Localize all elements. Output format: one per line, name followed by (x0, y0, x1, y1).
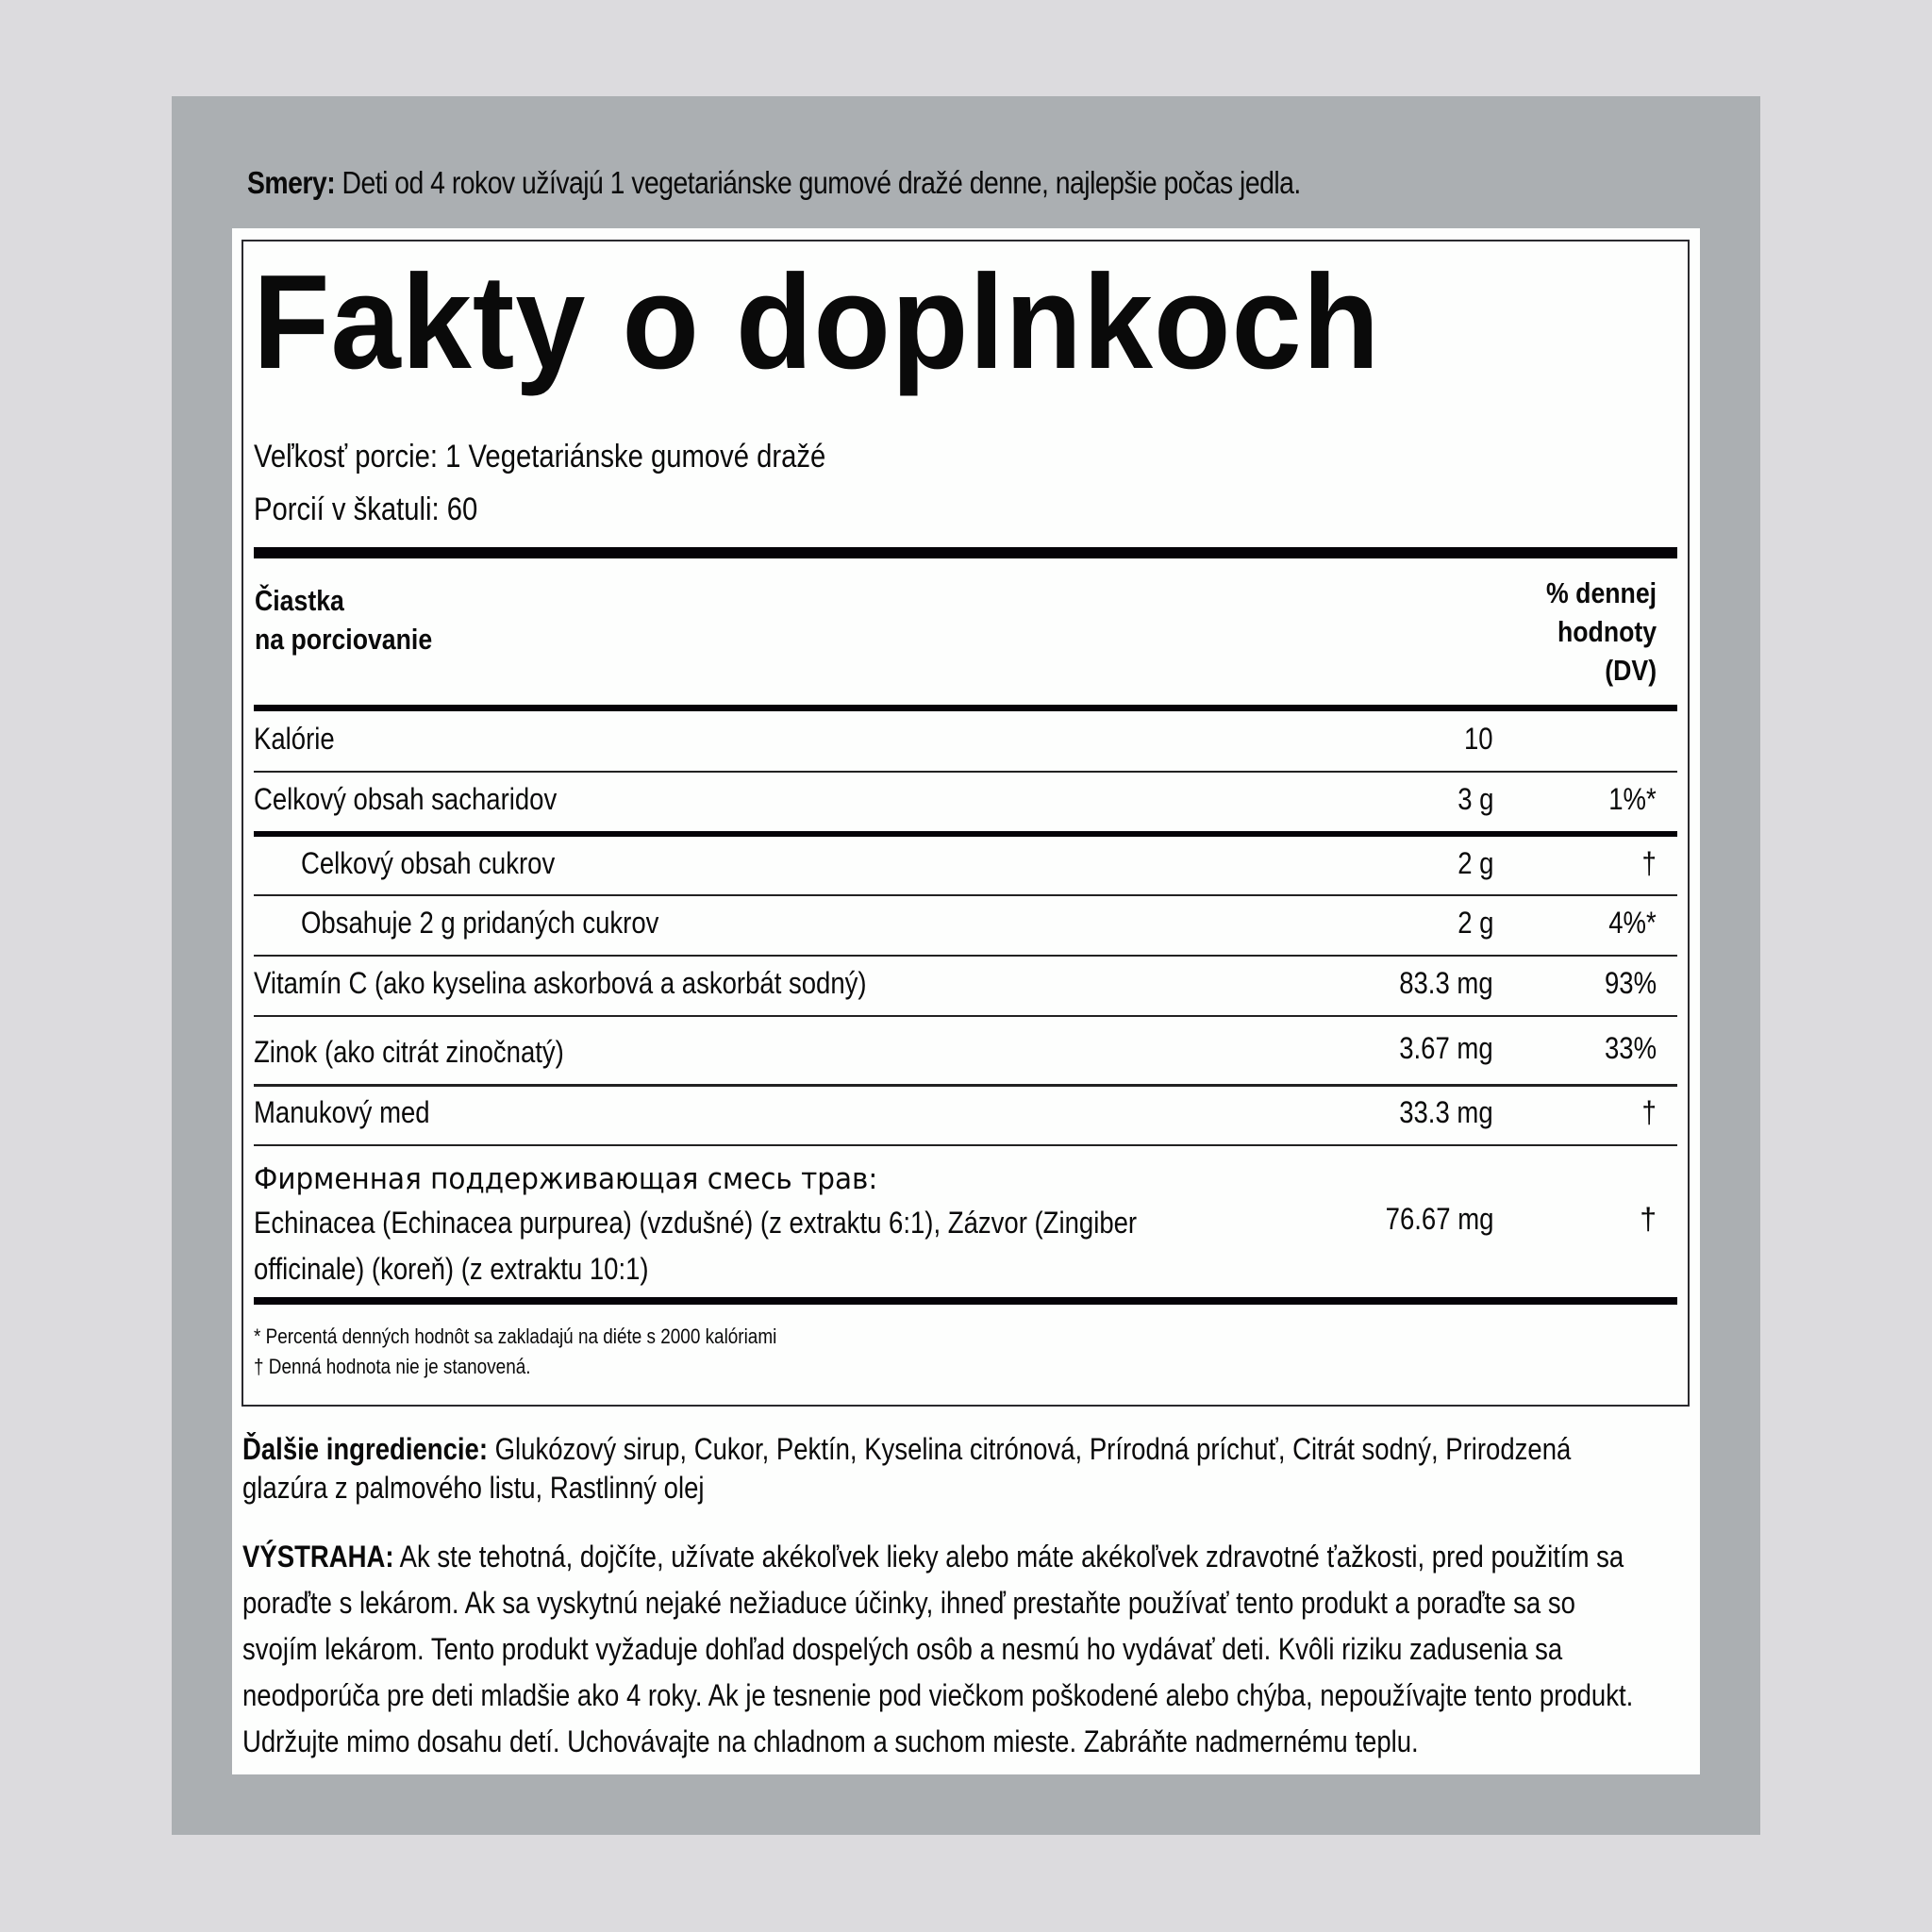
serving-size: Veľkosť porcie: 1 Vegetariánske gumové dražé (254, 439, 826, 475)
nutrient-label: Vitamín C (ako kyselina askorbová a askorbát sodný) (254, 966, 867, 1000)
nutrient-row (254, 780, 1677, 818)
warning-line-4: neodporúča pre deti mladšie ako 4 roky. Ak je tesnenie pod viečkom poškodené alebo chýba, nepoužívajte tento produkt. (242, 1678, 1634, 1712)
nutrient-dv: 1%* (1608, 782, 1657, 816)
nutrient-dv: † (1641, 846, 1657, 880)
nutrient-label: Obsahuje 2 g pridaných cukrov (301, 906, 659, 940)
nutrient-amount: 2 g (1457, 846, 1493, 880)
medium-divider (254, 831, 1677, 837)
other-ingredients-line-1: Glukózový sirup, Cukor, Pektín, Kyselina citrónová, Prírodná príchuť, Citrát sodný, Prirodzená (488, 1432, 1572, 1466)
nutrient-row (254, 964, 1677, 1002)
nutrient-row (254, 1029, 1677, 1067)
warning (242, 1534, 1703, 1765)
header-amount-line1: Čiastka (255, 584, 344, 617)
thin-divider (254, 1084, 1677, 1087)
supplement-facts-title: Fakty o doplnkoch (253, 247, 1381, 397)
other-ingredients (242, 1430, 1703, 1507)
nutrient-amount: 10 (1464, 722, 1493, 756)
nutrient-label: Zinok (ako citrát zinočnatý) (254, 1035, 564, 1069)
warning-line-2: poraďte s lekárom. Ak sa vyskytnú nejaké nežiaduce účinky, ihneď prestaňte používať tento produkt a poraďte sa so (242, 1586, 1575, 1620)
blend-dv: † (1640, 1202, 1657, 1236)
servings-per-container: Porcií v škatuli: 60 (254, 491, 478, 527)
nutrient-amount: 2 g (1457, 906, 1493, 940)
directions-text: Deti od 4 rokov užívajú 1 vegetariánske gumové dražé denne, najlepšie počas jedla. (335, 165, 1301, 200)
footnote-asterisk: * Percentá denných hodnôt sa zakladajú na diéte s 2000 kalóriami (254, 1324, 777, 1348)
nutrient-dv: † (1641, 1095, 1657, 1129)
footnotes (254, 1322, 776, 1382)
blend-ingredients (254, 1200, 1138, 1292)
header-amount-line2: na porciovanie (255, 623, 433, 656)
nutrient-row (254, 844, 1677, 882)
nutrient-dv: 33% (1604, 1031, 1657, 1065)
thin-divider (254, 894, 1677, 896)
nutrient-label: Celkový obsah cukrov (301, 846, 556, 880)
warning-line-1: Ak ste tehotná, dojčíte, užívate akékoľvek lieky alebo máte akékoľvek zdravotné ťažkosti, pred použitím sa (393, 1540, 1624, 1574)
nutrient-row (254, 1093, 1677, 1131)
daily-value-header (1546, 574, 1657, 690)
directions (247, 162, 1513, 204)
nutrient-amount: 33.3 mg (1399, 1095, 1493, 1129)
header-dv-line3: (DV) (1605, 654, 1657, 687)
warning-line-3: svojím lekárom. Tento produkt vyžaduje dohľad dospelých osôb a nesmú ho vydávať deti. Kvôli riziku zadusenia sa (242, 1632, 1563, 1666)
header-dv-line2: hodnoty (1557, 615, 1657, 648)
directions-label: Smery: (247, 165, 336, 200)
thin-divider (254, 771, 1677, 773)
nutrient-dv: 93% (1604, 966, 1657, 1000)
medium-divider (254, 1297, 1677, 1305)
nutrient-dv: 4%* (1608, 906, 1657, 940)
nutrient-row (254, 904, 1677, 941)
other-ingredients-line-2: glazúra z palmového listu, Rastlinný olej (242, 1471, 705, 1505)
thin-divider (254, 955, 1677, 957)
thin-divider (254, 1015, 1677, 1017)
nutrient-row (254, 720, 1677, 758)
nutrient-amount: 3 g (1457, 782, 1493, 816)
header-dv-line1: % dennej (1545, 576, 1657, 609)
nutrient-label: Celkový obsah sacharidov (254, 782, 558, 816)
nutrient-label: Kalórie (254, 722, 335, 756)
amount-per-serving-header (255, 581, 432, 658)
blend-line-1: Echinacea (Echinacea purpurea) (vzdušné) (z extraktu 6:1), Zázvor (Zingiber (254, 1206, 1138, 1240)
blend-name: Фирменная поддерживающая смесь трав: (254, 1162, 878, 1196)
thin-divider (254, 1144, 1677, 1146)
nutrient-amount: 83.3 mg (1399, 966, 1493, 1000)
other-ingredients-label: Ďalšie ingrediencie: (242, 1432, 489, 1466)
nutrient-label: Manukový med (254, 1095, 430, 1129)
blend-line-2: officinale) (koreň) (z extraktu 10:1) (254, 1252, 649, 1286)
warning-label: VÝSTRAHA: (242, 1540, 394, 1574)
warning-line-5: Udržujte mimo dosahu detí. Uchovávajte na chladnom a suchom mieste. Zabráňte nadmernému teplu. (242, 1724, 1419, 1758)
footnote-dagger: † Denná hodnota nie je stanovená. (254, 1355, 531, 1378)
thick-divider (254, 547, 1677, 558)
blend-amount: 76.67 mg (1385, 1202, 1493, 1236)
nutrient-amount: 3.67 mg (1399, 1031, 1493, 1065)
medium-divider (254, 705, 1677, 711)
